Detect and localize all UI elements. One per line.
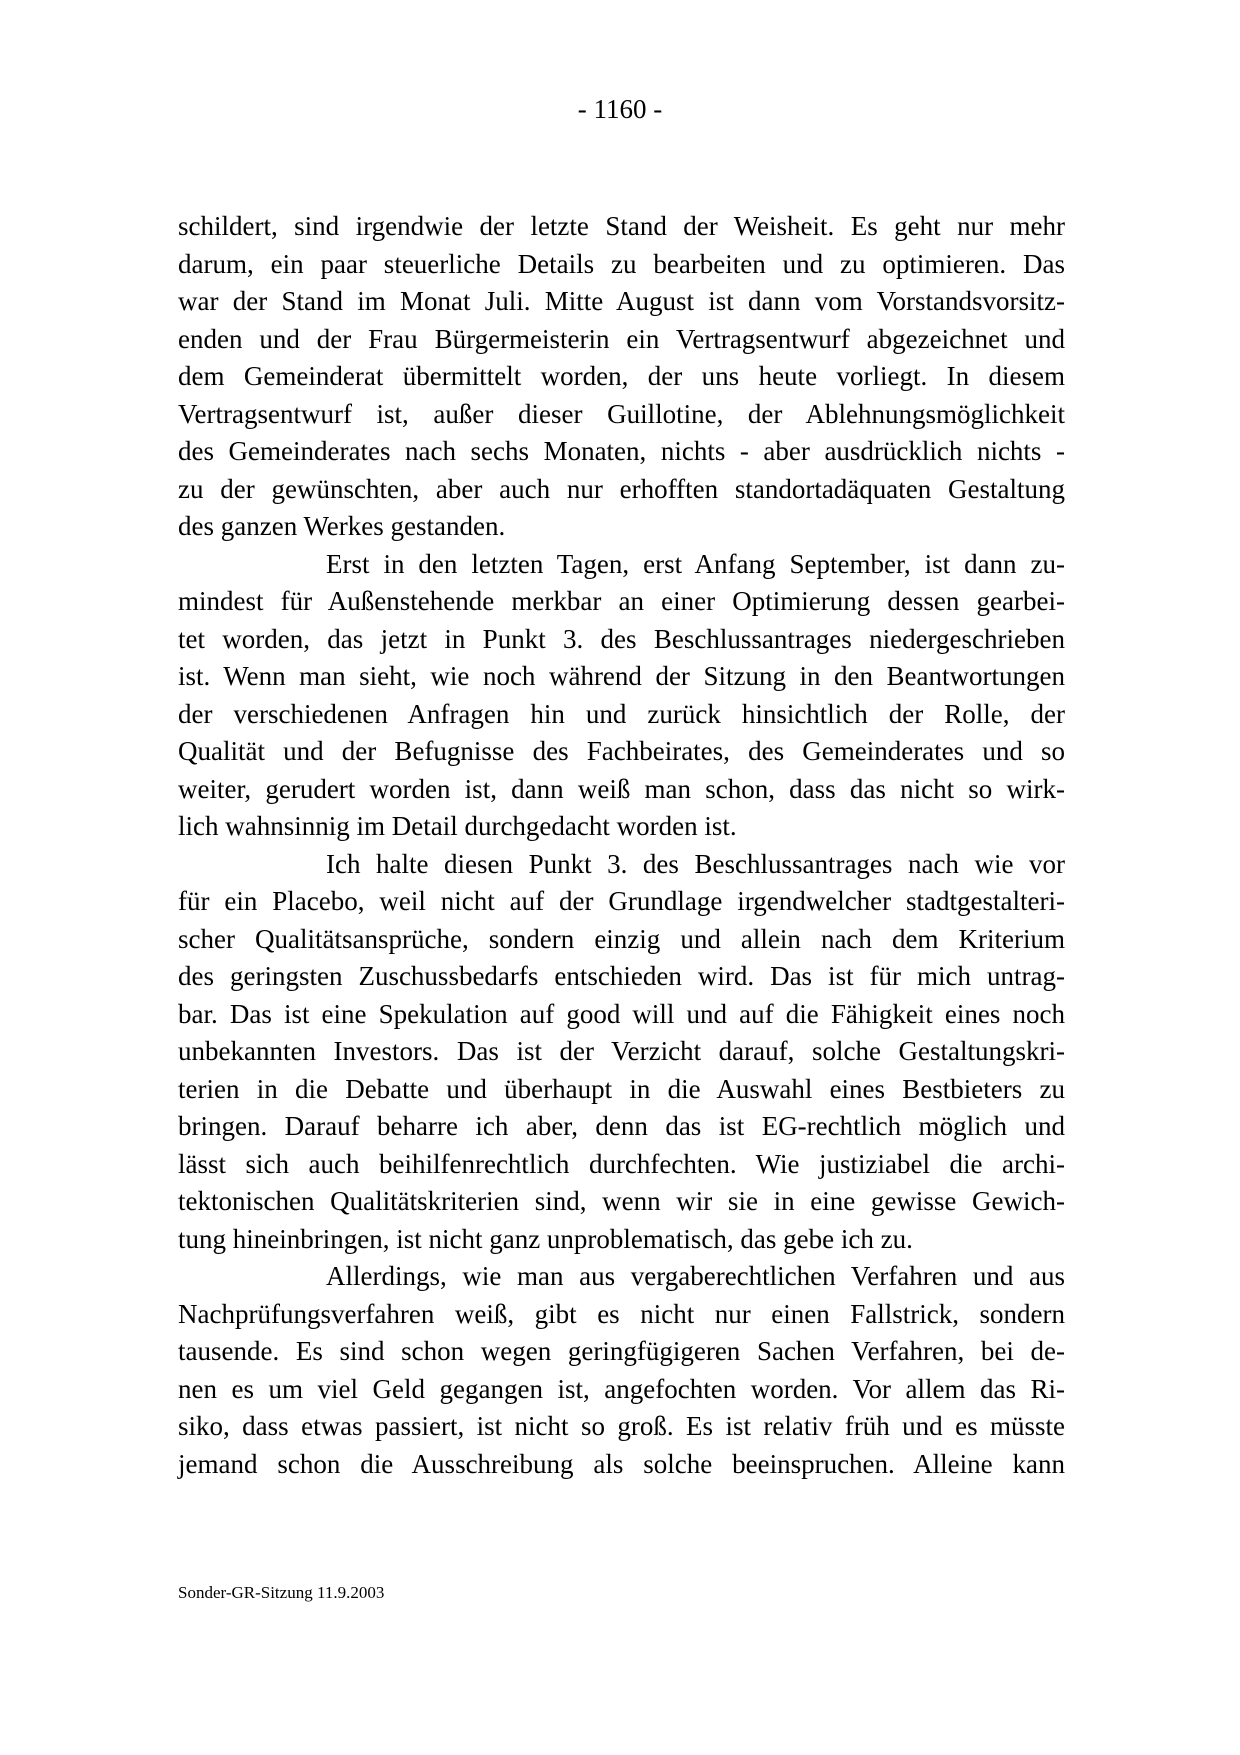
text-line: weiter, gerudert worden ist, dann weiß man schon, dass das nicht so wirk-	[178, 773, 1065, 804]
text-line: enden und der Frau Bürgermeisterin ein Vertragsentwurf abgezeichnet und	[178, 323, 1065, 354]
text-line: des geringsten Zuschussbedarfs entschieden wird. Das ist für mich untrag-	[178, 961, 1065, 991]
paragraph	[178, 846, 1065, 1259]
text-line: unbekannten Investors. Das ist der Verzicht darauf, solche Gestaltungskri-	[178, 1036, 1065, 1066]
text-line: mindest für Außenstehende merkbar an einer Optimierung dessen gearbei-	[178, 586, 1065, 616]
text-line: schildert, sind irgendwie der letzte Stand der Weisheit. Es geht nur mehr	[178, 211, 1065, 241]
body-text	[178, 208, 1065, 1483]
text-line: dem Gemeinderat übermittelt worden, der uns heute vorliegt. In diesem	[178, 361, 1065, 391]
text-line: tektonischen Qualitätskriterien sind, wenn wir sie in eine gewisse Gewich-	[178, 1186, 1065, 1216]
text-line: war der Stand im Monat Juli. Mitte August ist dann vom Vorstandsvorsitz-	[178, 286, 1065, 316]
text-line: bringen. Darauf beharre ich aber, denn das ist EG-rechtlich möglich und	[178, 1111, 1065, 1141]
text-line: tausende. Es sind schon wegen geringfügigeren Sachen Verfahren, bei de-	[178, 1336, 1065, 1366]
text-line: Erst in den letzten Tagen, erst Anfang September, ist dann zu-	[326, 548, 1065, 579]
text-line: terien in die Debatte und überhaupt in die Auswahl eines Bestbieters zu	[178, 1073, 1065, 1104]
text-line: tung hineinbringen, ist nicht ganz unproblematisch, das gebe ich zu.	[178, 1223, 913, 1254]
text-line: nen es um viel Geld gegangen ist, angefochten worden. Vor allem das Ri-	[178, 1373, 1065, 1404]
text-line: darum, ein paar steuerliche Details zu bearbeiten und zu optimieren. Das	[178, 248, 1065, 279]
text-line: Ich halte diesen Punkt 3. des Beschlussantrages nach wie vor	[326, 848, 1065, 879]
text-line: für ein Placebo, weil nicht auf der Grundlage irgendwelcher stadtgestalteri-	[178, 886, 1065, 916]
text-line: Allerdings, wie man aus vergaberechtlichen Verfahren und aus	[326, 1261, 1065, 1291]
text-line: tet worden, das jetzt in Punkt 3. des Beschlussantrages niedergeschrieben	[178, 623, 1065, 654]
text-line: ist. Wenn man sieht, wie noch während der Sitzung in den Beantwortungen	[178, 661, 1065, 691]
text-line: Nachprüfungsverfahren weiß, gibt es nicht nur einen Fallstrick, sondern	[178, 1298, 1065, 1329]
text-line: des ganzen Werkes gestanden.	[178, 511, 506, 541]
paragraph	[178, 546, 1065, 846]
text-line: siko, dass etwas passiert, ist nicht so groß. Es ist relativ früh und es müsste	[178, 1411, 1065, 1441]
text-line: scher Qualitätsansprüche, sondern einzig und allein nach dem Kriterium	[178, 923, 1065, 954]
text-line: der verschiedenen Anfragen hin und zurück hinsichtlich der Rolle, der	[178, 698, 1065, 729]
text-line: lich wahnsinnig im Detail durchgedacht worden ist.	[178, 811, 737, 841]
text-line: des Gemeinderates nach sechs Monaten, nichts - aber ausdrücklich nichts -	[178, 436, 1065, 466]
text-line: Qualität und der Befugnisse des Fachbeirates, des Gemeinderates und so	[178, 736, 1065, 766]
paragraph	[178, 208, 1065, 546]
page-number: - 1160 -	[577, 94, 663, 124]
text-line: jemand schon die Ausschreibung als solche beeinspruchen. Alleine kann	[178, 1448, 1065, 1479]
footer-session-label: Sonder-GR-Sitzung 11.9.2003	[178, 1583, 385, 1602]
text-line: zu der gewünschten, aber auch nur erhofften standortadäquaten Gestaltung	[178, 473, 1065, 504]
text-line: Vertragsentwurf ist, außer dieser Guillotine, der Ablehnungsmöglichkeit	[178, 398, 1065, 429]
text-line: lässt sich auch beihilfenrechtlich durchfechten. Wie justiziabel die archi-	[178, 1148, 1065, 1179]
text-line: bar. Das ist eine Spekulation auf good will und auf die Fähigkeit eines noch	[178, 998, 1065, 1029]
paragraph	[178, 1258, 1065, 1483]
